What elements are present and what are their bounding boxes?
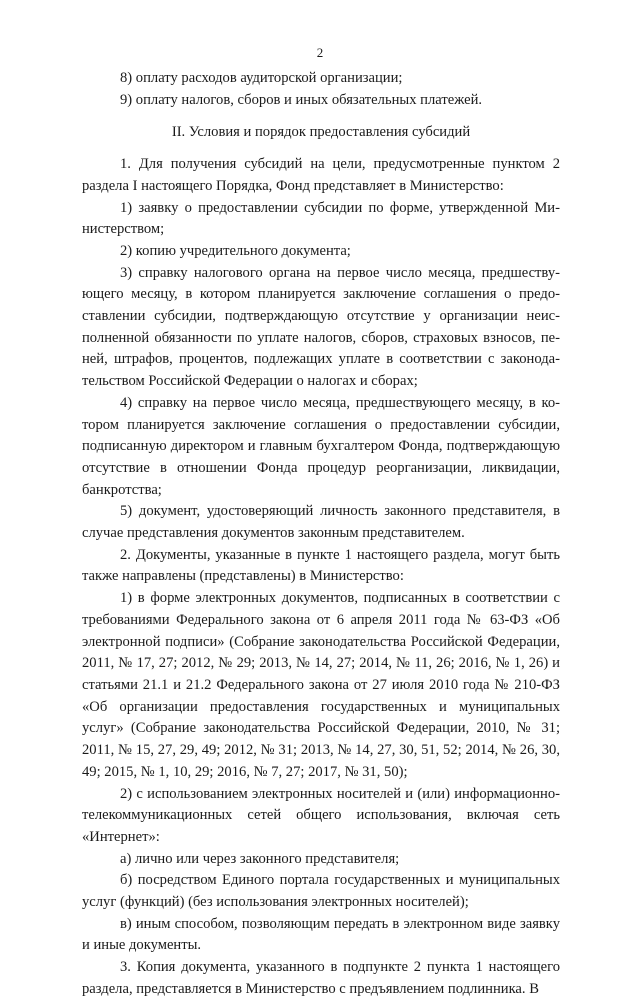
subitem-1-5: 5) документ, удостоверяющий личность законного представителя, в случае представления документов законным представителем. <box>82 503 560 542</box>
page-number: 2 <box>316 45 324 60</box>
subitem-2-2: 2) с использованием электронных носителей и (или) информационно-телекоммуникационных сетей общего использования, включая сеть «Интернет»: <box>82 785 560 845</box>
subitem-1-1: 1) заявку о предоставлении субсидии по форме, утвержденной Министерством; <box>82 199 560 238</box>
paragraph-1: 1. Для получения субсидий на цели, предусмотренные пунктом 2 раздела I настоящего Порядка, Фонд представляет в Министерство: <box>82 156 560 194</box>
list-item-8: 8) оплату расходов аудиторской организации; <box>120 70 403 86</box>
paragraph-2: 2. Документы, указанные в пункте 1 настоящего раздела, могут быть также направлены (представлены) в Министерство: <box>82 546 560 585</box>
subitem-1-2: 2) копию учредительного документа; <box>120 242 351 259</box>
subitem-2-2-b: б) посредством Единого портала государственных и муниципальных услуг (функций) (без использования электронных носителей); <box>82 872 560 911</box>
subitem-1-4: 4) справку на первое число месяца, предшествующего месяцу, в котором планируется заключение соглашения о предоставлении субсидии, подписанную директором и главным бухгалтером Фонда, подтверждающую отсутствие в отношении Фонда процедур реорганизации, ликвидации, банкротства; <box>82 394 560 498</box>
subitem-2-2-c: в) иным способом, позволяющим передать в электронном виде заявку и иные документы. <box>82 915 560 954</box>
document-body <box>82 68 560 1001</box>
subitem-1-3: 3) справку налогового органа на первое число месяца, предшествующего месяцу, в котором планируется заключение соглашения о предоставлении субсидии, подтверждающую отсутствие у организации неисполненной обязанности по уплате налогов, сборов, страховых взносов, пеней, штрафов, процентов, подлежащих уплате в соответствии с законодательством Российской Федерации о налогах и сборах; <box>82 264 560 390</box>
section-heading: II. Условия и порядок предоставления субсидий <box>171 124 471 141</box>
paragraph-3: 3. Копия документа, указанного в подпункте 2 пункта 1 настоящего раздела, представляется в Министерство с предъявлением подлинника. В <box>82 959 560 997</box>
list-item-9: 9) оплату налогов, сборов и иных обязательных платежей. <box>120 91 483 108</box>
subitem-2-1: 1) в форме электронных документов, подписанных в соответствии с требованиями Федерального закона от 6 апреля 2011 года № 63-ФЗ «Об электронной подписи» (Собрание законодательства Российской Федерации, 2011, № 17, 27; 2012, № 29; 2013, № 14, 27; 2014, № 11, 26; 2016, № 1, 26) и статьями 21.1 и 21.2 Федерального закона от 27 июля 2010 года № 210-ФЗ «Об организации предоставления государственных и муниципальных услуг» (Собрание законодательства Российской Федерации, 2010, № 31; 2011, № 15, 27, 29, 49; 2012, № 31; 2013, № 14, 27, 30, 51, 52; 2014, № 26, 30, 49; 2015, № 1, 10, 29; 2016, № 7, 27; 2017, № 31, 50); <box>82 590 560 780</box>
subitem-2-2-a: а) лично или через законного представителя; <box>120 850 400 867</box>
